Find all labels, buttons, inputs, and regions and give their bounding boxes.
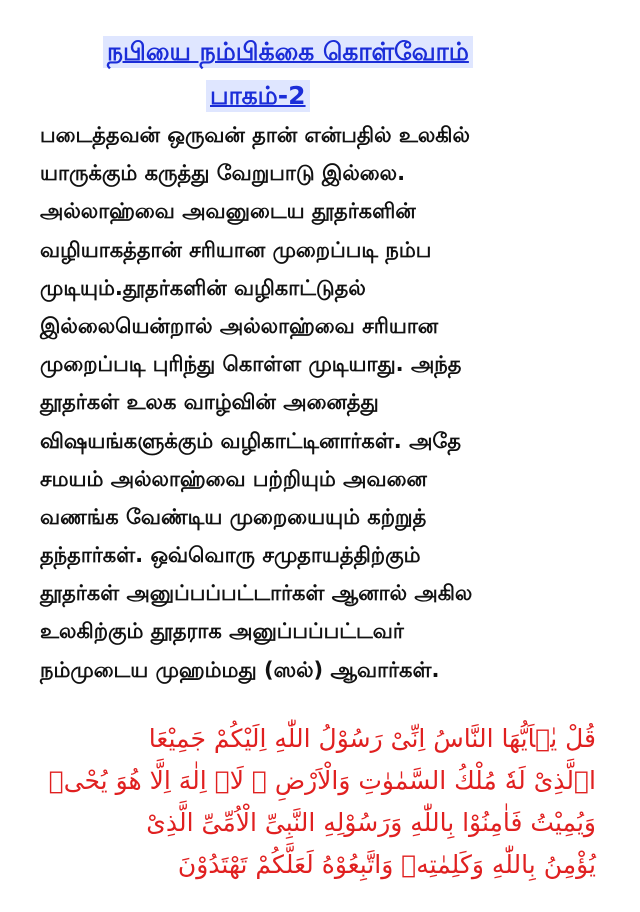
body-line: தந்தார்கள். ஒவ்வொரு சமுதாயத்திற்கும்	[40, 543, 421, 568]
body-line: முடியும்.தூதர்களின் வழிகாட்டுதல்	[40, 275, 366, 300]
body-line: உலகிற்கும் தூதராக அனுப்பப்பட்டவர்	[40, 619, 404, 644]
verse-line: يُؤْمِنُ بِاللّٰهِ وَكَلِمٰتِهٖ وَاتَّبِعُوْهُ لَعَلَّكُمْ تَهْتَدُوْنَ	[177, 850, 596, 879]
verse-line: اۨلَّذِىْ لَهٗ مُلْكُ السَّمٰوٰتِ وَالْاَرْضِ‌ ۚ لَاۤ اِلٰهَ اِلَّا هُوَ يُحْىٖ	[48, 766, 596, 795]
body-line: நம்முடைய முஹம்மது (ஸல்) ஆவார்கள்.	[40, 657, 440, 682]
verse-line: قُلْ يٰۤاَيُّهَا النَّاسُ اِنِّىْ رَسُوْلُ اللّٰهِ اِلَيْكُمْ جَمِيْعَا	[148, 724, 596, 753]
body-line: முறைப்படி புரிந்து கொள்ள முடியாது. அந்த	[40, 352, 462, 377]
body-line: விஷயங்களுக்கும் வழிகாட்டினார்கள். அதே	[40, 428, 462, 453]
page-subtitle-part: பாகம்-2	[206, 80, 310, 112]
body-line: படைத்தவன் ஒருவன் தான் என்பதில் உலகில்	[40, 123, 470, 147]
body-line: யாருக்கும் கருத்து வேறுபாடு இல்லை.	[40, 161, 406, 186]
body-line: வணங்க வேண்டிய முறையையும் கற்றுத்	[40, 504, 427, 529]
body-paragraph	[40, 116, 630, 689]
body-line: தூதர்கள் உலக வாழ்வின் அனைத்து	[40, 390, 379, 415]
quran-verse	[36, 718, 596, 886]
body-line: சமயம் அல்லாஹ்வை பற்றியும் அவனை	[40, 466, 427, 491]
body-line: வழியாகத்தான் சரியான முறைப்படி நம்ப	[40, 237, 432, 262]
body-line: இல்லையென்றால் அல்லாஹ்வை சரியான	[40, 313, 439, 338]
verse-line: وَيُمِيْتُ‌ فَاٰمِنُوْا بِاللّٰهِ وَرَسُوْلِهِ النَّبِىِّ الْاُمِّىِّ الَّذِىْ	[146, 808, 596, 837]
body-line: அல்லாஹ்வை அவனுடைய தூதர்களின்	[40, 199, 416, 224]
body-line: தூதர்கள் அனுப்பப்பட்டார்கள் ஆனால் அகில	[40, 581, 473, 606]
page-title: நபியை நம்பிக்கை கொள்வோம்	[103, 36, 473, 68]
